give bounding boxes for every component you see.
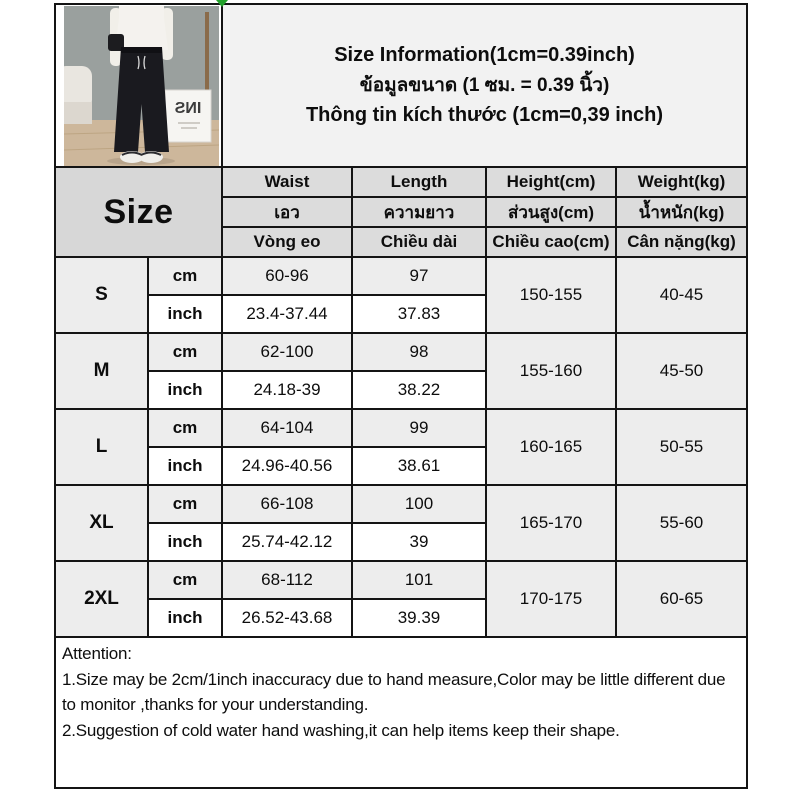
- s-weight: 40-45: [616, 257, 747, 333]
- l-height: 160-165: [486, 409, 616, 485]
- l-length-inch: 38.61: [352, 447, 486, 485]
- xl-waist-cm: 66-108: [222, 485, 352, 523]
- m-waist-inch: 24.18-39: [222, 371, 352, 409]
- col-length-vi: Chiều dài: [352, 227, 486, 257]
- size-label-l: L: [55, 409, 148, 485]
- xl-height: 165-170: [486, 485, 616, 561]
- size-info-title: [222, 4, 747, 167]
- col-waist-en: Waist: [222, 167, 352, 197]
- size-label-2xl: 2XL: [55, 561, 148, 637]
- s-waist-cm: 60-96: [222, 257, 352, 295]
- col-weight-th: น้ำหนัก(kg): [616, 197, 747, 227]
- l-waist-cm: 64-104: [222, 409, 352, 447]
- s-waist-inch: 23.4-37.44: [222, 295, 352, 333]
- col-height-vi: Chiều cao(cm): [486, 227, 616, 257]
- m-length-inch: 38.22: [352, 371, 486, 409]
- size-label-s: S: [55, 257, 148, 333]
- 2xl-length-cm: 101: [352, 561, 486, 599]
- attention-notes: [55, 637, 747, 788]
- col-weight-vi: Cân nặng(kg): [616, 227, 747, 257]
- attention-heading: Attention:: [62, 644, 132, 663]
- m-weight: 45-50: [616, 333, 747, 409]
- l-weight: 50-55: [616, 409, 747, 485]
- table-row-l-cm: [55, 409, 747, 447]
- product-photo-illustration: [64, 6, 219, 166]
- attention-note-1: 1.Size may be 2cm/1inch inaccuracy due to hand measure,Color may be little different due to monitor ,thanks for your understanding.: [62, 669, 726, 714]
- xl-waist-inch: 25.74-42.12: [222, 523, 352, 561]
- 2xl-waist-inch: 26.52-43.68: [222, 599, 352, 637]
- 2xl-weight: 60-65: [616, 561, 747, 637]
- unit-cm: cm: [148, 485, 222, 523]
- unit-inch: inch: [148, 295, 222, 333]
- 2xl-waist-cm: 68-112: [222, 561, 352, 599]
- col-height-th: ส่วนสูง(cm): [486, 197, 616, 227]
- xl-length-inch: 39: [352, 523, 486, 561]
- col-length-en: Length: [352, 167, 486, 197]
- unit-cm: cm: [148, 409, 222, 447]
- col-weight-en: Weight(kg): [616, 167, 747, 197]
- unit-cm: cm: [148, 561, 222, 599]
- title-thai: ข้อมูลขนาด (1 ซม. = 0.39 นิ้ว): [359, 74, 610, 96]
- unit-inch: inch: [148, 447, 222, 485]
- unit-cm: cm: [148, 333, 222, 371]
- col-height-en: Height(cm): [486, 167, 616, 197]
- size-label-xl: XL: [55, 485, 148, 561]
- header-row-image-title: [55, 4, 747, 167]
- s-length-inch: 37.83: [352, 295, 486, 333]
- attention-note-2: 2.Suggestion of cold water hand washing,it can help items keep their shape.: [62, 720, 620, 740]
- table-row-xl-cm: [55, 485, 747, 523]
- xl-weight: 55-60: [616, 485, 747, 561]
- size-table: [54, 3, 748, 789]
- table-row-2xl-cm: [55, 561, 747, 599]
- table-row-m-cm: [55, 333, 747, 371]
- l-length-cm: 99: [352, 409, 486, 447]
- unit-inch: inch: [148, 523, 222, 561]
- green-corner-marker: [216, 0, 228, 7]
- title-vietnamese: Thông tin kích thước (1cm=0,39 inch): [305, 104, 664, 127]
- col-waist-vi: Vòng eo: [222, 227, 352, 257]
- m-height: 155-160: [486, 333, 616, 409]
- attention-row: [55, 637, 747, 788]
- table-row-s-cm: [55, 257, 747, 295]
- unit-cm: cm: [148, 257, 222, 295]
- l-waist-inch: 24.96-40.56: [222, 447, 352, 485]
- shopping-bag-text: INS: [174, 100, 202, 117]
- 2xl-length-inch: 39.39: [352, 599, 486, 637]
- m-waist-cm: 62-100: [222, 333, 352, 371]
- s-length-cm: 97: [352, 257, 486, 295]
- product-photo: [64, 6, 219, 166]
- xl-length-cm: 100: [352, 485, 486, 523]
- unit-inch: inch: [148, 599, 222, 637]
- 2xl-height: 170-175: [486, 561, 616, 637]
- size-label-m: M: [55, 333, 148, 409]
- size-header: Size: [55, 167, 222, 257]
- col-length-th: ความยาว: [352, 197, 486, 227]
- column-header-row-en: [55, 167, 747, 197]
- col-waist-th: เอว: [222, 197, 352, 227]
- unit-inch: inch: [148, 371, 222, 409]
- s-height: 150-155: [486, 257, 616, 333]
- product-image-cell: [55, 4, 222, 167]
- title-english: Size Information(1cm=0.39inch): [334, 43, 635, 66]
- m-length-cm: 98: [352, 333, 486, 371]
